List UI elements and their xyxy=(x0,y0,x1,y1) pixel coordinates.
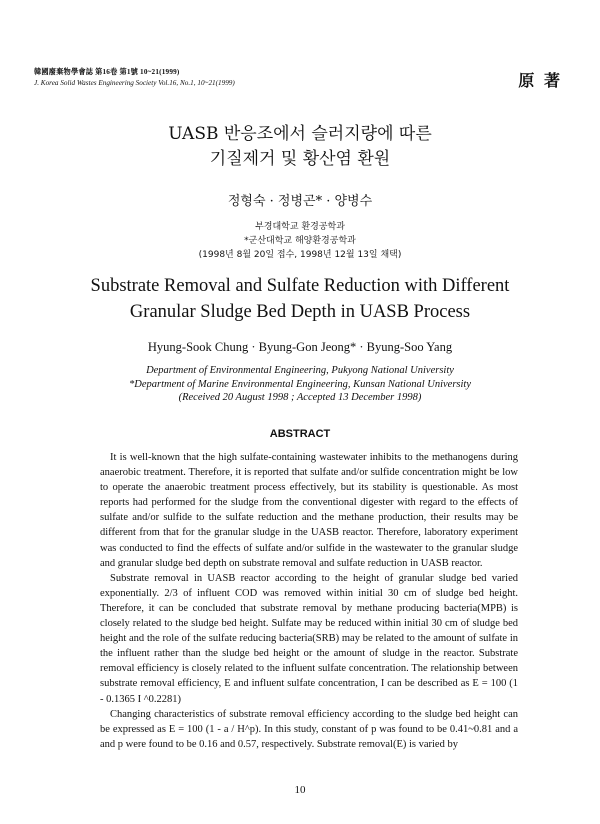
korean-title xyxy=(0,122,600,172)
journal-header xyxy=(34,67,235,89)
korean-dates: (1998년 8월 20일 접수, 1998년 12월 13일 채택) xyxy=(198,250,402,260)
english-affiliation-2: *Department of Marine Environmental Engineering, Kunsan National University xyxy=(129,378,471,390)
korean-title-line-1: UASB 반응조에서 슬러지량에 따른 xyxy=(168,124,432,144)
abstract-paragraph-3: Changing characteristics of substrate removal efficiency according to the sludge bed height can be expressed as E = 100 (1 - a / H^p). In this study, constant of p was found to be 0.41~0.81 and a and p were found to be 0.16 and 0.57, respectively. Substrate removal(E) is varied by xyxy=(100,708,518,750)
english-dates: (Received 20 August 1998 ; Accepted 13 December 1998) xyxy=(178,392,422,403)
article-type-badge: 原 著 xyxy=(518,71,562,90)
abstract-paragraph-2: Substrate removal in UASB reactor according to the height of granular sludge bed varied exponentially. 2/3 of influent COD was removed within initial 30 cm of sludge bed height. Therefore, it can be concluded that substrate removal by methane producing bacteria(MPB) is closely related to the sludge bed height. Sulfate may be reduced within initial 30 cm of sludge bed height and the role of the sulfate reducing bacteria(SRB) may be related to the amount of sulfate in the influent rather than the sludge bed height or the amount of sludge in the reactor. Substrate removal efficiency is closely related to the influent sulfate concentration. The relationship between substrate removal efficiency, E and influent sulfate concentration, I can be described as E = 100 (1 - 0.1365 I ^0.2281) xyxy=(100,572,518,705)
abstract-body xyxy=(100,450,518,752)
english-affiliations xyxy=(0,364,600,405)
journal-line-english: J. Korea Solid Wastes Engineering Society Vol.16, No.1, 10~21(1999) xyxy=(34,79,235,87)
english-title-line-2: Granular Sludge Bed Depth in UASB Process xyxy=(129,302,471,322)
korean-authors: 정형숙 · 정병곤* · 양병수 xyxy=(227,194,373,209)
abstract-heading: ABSTRACT xyxy=(269,428,331,440)
abstract-paragraph-1: It is well-known that the high sulfate-containing wastewater inhibits to the methanogens during anaerobic treatment. Therefore, it is reported that sulfate and/or sulfide concentration might be low to operate the anaerobic treatment process effectively, but its stability is questionable. As most reports had performed for the sludge from the conventional digester with regard to the effects of sulfate and/or sulfide to the sulfate reduction and the methane production, their results may be different from that for the granular sludge in the UASB reactor. Therefore, laboratory experiment was conducted to find the effects of sulfate and/or sulfide in the wastewater to the granular sludge and granular sludge bed depth on substrate removal and sulfate reduction in UASB reactor. xyxy=(100,452,518,569)
page-number: 10 xyxy=(294,784,306,796)
english-affiliation-1: Department of Environmental Engineering, Pukyong National University xyxy=(146,365,454,376)
journal-line-korean: 韓國廢棄物學會誌 第16卷 第1號 10~21(1999) xyxy=(34,68,180,76)
english-title xyxy=(0,273,600,325)
english-title-line-1: Substrate Removal and Sulfate Reduction with Different xyxy=(90,276,510,296)
korean-affiliation-1: 부경대학교 환경공학과 xyxy=(255,222,345,232)
korean-affiliations xyxy=(0,220,600,262)
korean-title-line-2: 기질제거 및 황산염 환원 xyxy=(209,149,391,169)
english-authors: Hyung-Sook Chung · Byung-Gon Jeong* · Byung-Soo Yang xyxy=(147,340,453,354)
korean-affiliation-2: *군산대학교 해양환경공학과 xyxy=(244,236,356,246)
